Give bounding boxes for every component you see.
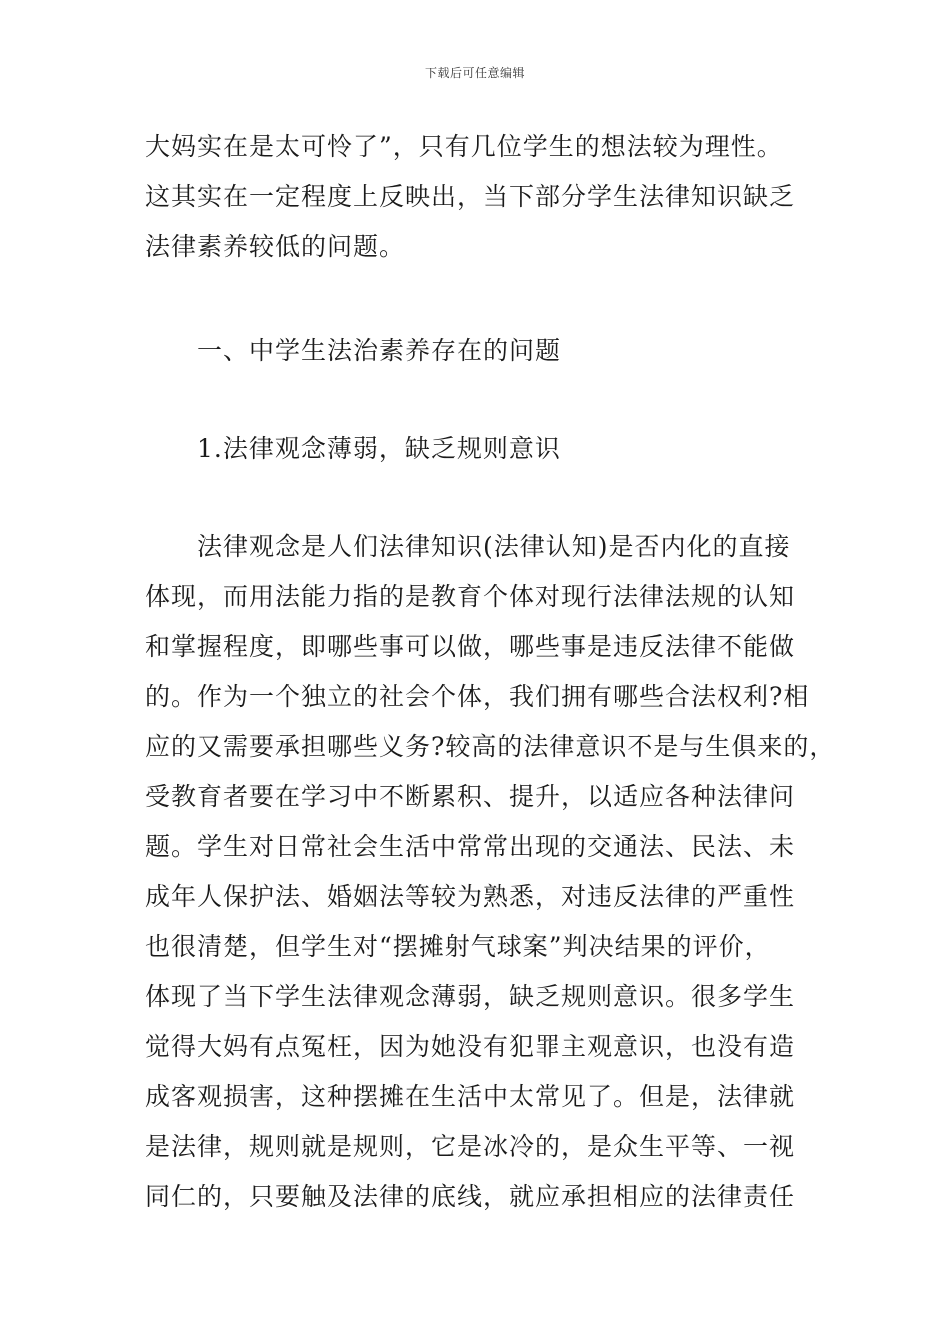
intro-line-3: 法律素养较低的问题。 <box>145 232 406 261</box>
main-line-6: 受教育者要在学习中不断累积、提升，以适应各种法律问 <box>145 782 796 811</box>
main-line-12: 成客观损害，这种摆摊在生活中太常见了。但是，法律就 <box>145 1082 796 1111</box>
page-header: 下载后可任意编辑 <box>424 66 525 80</box>
intro-line-1: 大妈实在是太可怜了”，只有几位学生的想法较为理性。 <box>145 132 783 161</box>
main-line-13: 是法律，规则就是规则，它是冰冷的，是众生平等、一视 <box>145 1132 796 1161</box>
main-line-5: 应的又需要承担哪些义务?较高的法律意识不是与生俱来的， <box>145 732 836 761</box>
main-line-4: 的。作为一个独立的社会个体，我们拥有哪些合法权利?相 <box>145 682 810 711</box>
main-line-14: 同仁的，只要触及法律的底线，就应承担相应的法律责任 <box>145 1182 796 1211</box>
main-line-3: 和掌握程度，即哪些事可以做，哪些事是违反法律不能做 <box>145 632 796 661</box>
main-line-9: 也很清楚，但学生对“摆摊射气球案”判决结果的评价， <box>145 932 771 961</box>
main-line-1: 法律观念是人们法律知识(法律认知)是否内化的直接 <box>197 532 791 561</box>
main-line-7: 题。学生对日常社会生活中常常出现的交通法、民法、未 <box>145 832 796 861</box>
main-line-10: 体现了当下学生法律观念薄弱，缺乏规则意识。很多学生 <box>145 982 796 1011</box>
main-line-11: 觉得大妈有点冤枉，因为她没有犯罪主观意识，也没有造 <box>145 1032 796 1061</box>
section-heading: 一、中学生法治素养存在的问题 <box>197 336 562 365</box>
main-line-8: 成年人保护法、婚姻法等较为熟悉，对违反法律的严重性 <box>145 882 796 911</box>
subsection-heading: 1.法律观念薄弱，缺乏规则意识 <box>197 434 561 463</box>
intro-line-2: 这其实在一定程度上反映出，当下部分学生法律知识缺乏 <box>145 182 796 211</box>
main-line-2: 体现，而用法能力指的是教育个体对现行法律法规的认知 <box>145 582 796 611</box>
